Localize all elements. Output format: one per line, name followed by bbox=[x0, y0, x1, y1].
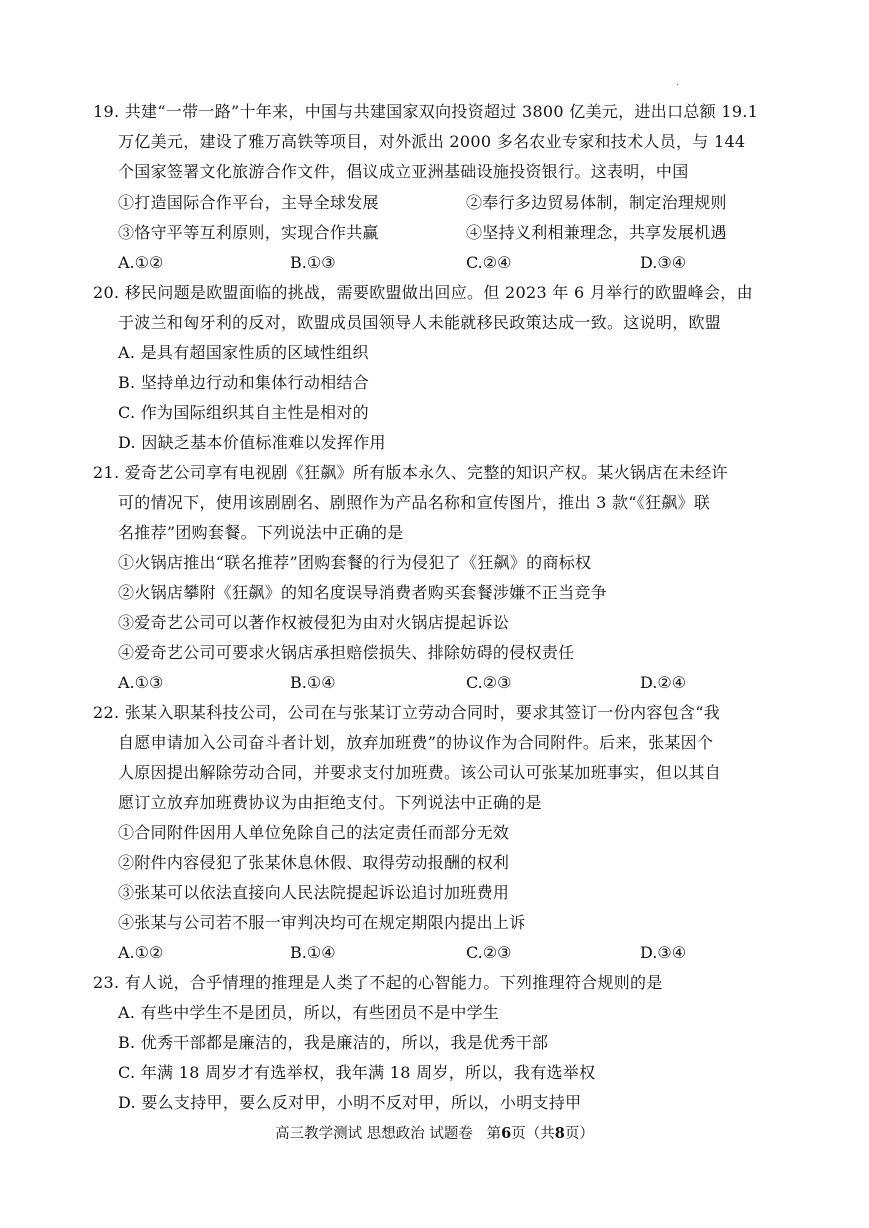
footer-page-total: 8 bbox=[554, 1125, 565, 1142]
q22-line-1: 22. 张某入职某科技公司，公司在与张某订立劳动合同时，要求其签订一份内容包含“我 bbox=[93, 703, 721, 722]
q23-line-1: 23. 有人说，合乎情理的推理是人类了不起的心智能力。下列推理符合规则的是 bbox=[93, 973, 663, 992]
q22-item-3: ③张某可以依法直接向人民法院提起诉讼追讨加班费用 bbox=[118, 883, 510, 902]
q20-option-a: A. 是具有超国家性质的区域性组织 bbox=[118, 343, 369, 362]
q19-line-1: 19. 共建“一带一路”十年来，中国与共建国家双向投资超过 3800 亿美元，进出口总额 19.1 bbox=[93, 102, 759, 121]
q19-choice-a: A.①② bbox=[118, 253, 164, 272]
q19-choice-b: B.①③ bbox=[290, 253, 336, 272]
q21-choice-c: C.②③ bbox=[466, 673, 512, 692]
q21-item-2: ②火锅店攀附《狂飙》的知名度误导消费者购买套餐涉嫌不正当竞争 bbox=[118, 583, 608, 602]
q21-item-1: ①火锅店推出“联名推荐”团购套餐的行为侵犯了《狂飙》的商标权 bbox=[118, 553, 592, 572]
footer-page-prefix: 第 bbox=[486, 1126, 502, 1142]
q22-item-2: ②附件内容侵犯了张某休息休假、取得劳动报酬的权利 bbox=[118, 853, 510, 872]
q21-line-3: 名推荐”团购套餐。下列说法中正确的是 bbox=[118, 523, 404, 542]
footer-page-mid: 页（共 bbox=[511, 1126, 555, 1142]
q20-option-b: B. 坚持单边行动和集体行动相结合 bbox=[118, 373, 370, 392]
footer-page-suffix: 页） bbox=[564, 1126, 594, 1142]
q21-choice-a: A.①③ bbox=[118, 673, 164, 692]
header-mark: · bbox=[676, 80, 680, 91]
q21-choice-d: D.②④ bbox=[640, 673, 687, 692]
q19-choice-d: D.③④ bbox=[640, 253, 687, 272]
q22-choice-a: A.①② bbox=[118, 943, 164, 962]
q21-item-3: ③爱奇艺公司可以著作权被侵犯为由对火锅店提起诉讼 bbox=[118, 613, 510, 632]
q19-item-4: ④坚持义利相兼理念，共享发展机遇 bbox=[466, 223, 727, 242]
q21-line-2: 可的情况下，使用该剧剧名、剧照作为产品名称和宣传图片，推出 3 款“《狂飙》联 bbox=[118, 493, 711, 512]
q19-choice-c: C.②④ bbox=[466, 253, 512, 272]
q19-item-1: ①打造国际合作平台，主导全球发展 bbox=[118, 193, 379, 212]
q19-item-3: ③恪守平等互利原则，实现合作共赢 bbox=[118, 223, 379, 242]
q20-option-d: D. 因缺乏基本价值标准难以发挥作用 bbox=[118, 433, 386, 452]
q23-option-b: B. 优秀干部都是廉洁的，我是廉洁的，所以，我是优秀干部 bbox=[118, 1033, 549, 1052]
q21-line-1: 21. 爱奇艺公司享有电视剧《狂飙》所有版本永久、完整的知识产权。某火锅店在未经许 bbox=[93, 463, 728, 482]
q21-choice-b: B.①④ bbox=[290, 673, 336, 692]
page-footer bbox=[0, 1124, 869, 1144]
q22-line-3: 人原因提出解除劳动合同，并要求支付加班费。该公司认可张某加班事实，但以其自 bbox=[118, 763, 722, 782]
q19-item-2: ②奉行多边贸易体制，制定治理规则 bbox=[466, 193, 727, 212]
q22-item-4: ④张某与公司若不服一审判决均可在规定期限内提出上诉 bbox=[118, 913, 526, 932]
q22-choice-d: D.③④ bbox=[640, 943, 687, 962]
q22-line-2: 自愿申请加入公司奋斗者计划，放弃加班费”的协议作为合同附件。后来，张某因个 bbox=[118, 733, 714, 752]
footer-page-number: 6 bbox=[501, 1125, 512, 1142]
q20-line-2: 于波兰和匈牙利的反对，欧盟成员国领导人未能就移民政策达成一致。这说明，欧盟 bbox=[118, 313, 722, 332]
q19-line-2: 万亿美元，建设了雅万高铁等项目，对外派出 2000 多名农业专家和技术人员，与 144 bbox=[118, 132, 746, 151]
q19-line-3: 个国家签署文化旅游合作文件，倡议成立亚洲基础设施投资银行。这表明，中国 bbox=[118, 162, 689, 181]
q22-choice-c: C.②③ bbox=[466, 943, 512, 962]
q22-choice-b: B.①④ bbox=[290, 943, 336, 962]
q20-option-c: C. 作为国际组织其自主性是相对的 bbox=[118, 403, 369, 422]
q23-option-a: A. 有些中学生不是团员，所以，有些团员不是中学生 bbox=[118, 1003, 500, 1022]
q23-option-d: D. 要么支持甲，要么反对甲，小明不反对甲，所以，小明支持甲 bbox=[118, 1093, 582, 1112]
q22-item-1: ①合同附件因用人单位免除自己的法定责任而部分无效 bbox=[118, 823, 510, 842]
q22-line-4: 愿订立放弃加班费协议为由拒绝支付。下列说法中正确的是 bbox=[118, 793, 542, 812]
q21-item-4: ④爱奇艺公司可要求火锅店承担赔偿损失、排除妨碍的侵权责任 bbox=[118, 643, 575, 662]
q20-line-1: 20. 移民问题是欧盟面临的挑战，需要欧盟做出回应。但 2023 年 6 月举行的欧盟峰会，由 bbox=[93, 283, 753, 302]
footer-title: 高三教学测试 思想政治 试题卷 bbox=[275, 1126, 473, 1142]
q23-option-c: C. 年满 18 周岁才有选举权，我年满 18 周岁，所以，我有选举权 bbox=[118, 1063, 596, 1082]
